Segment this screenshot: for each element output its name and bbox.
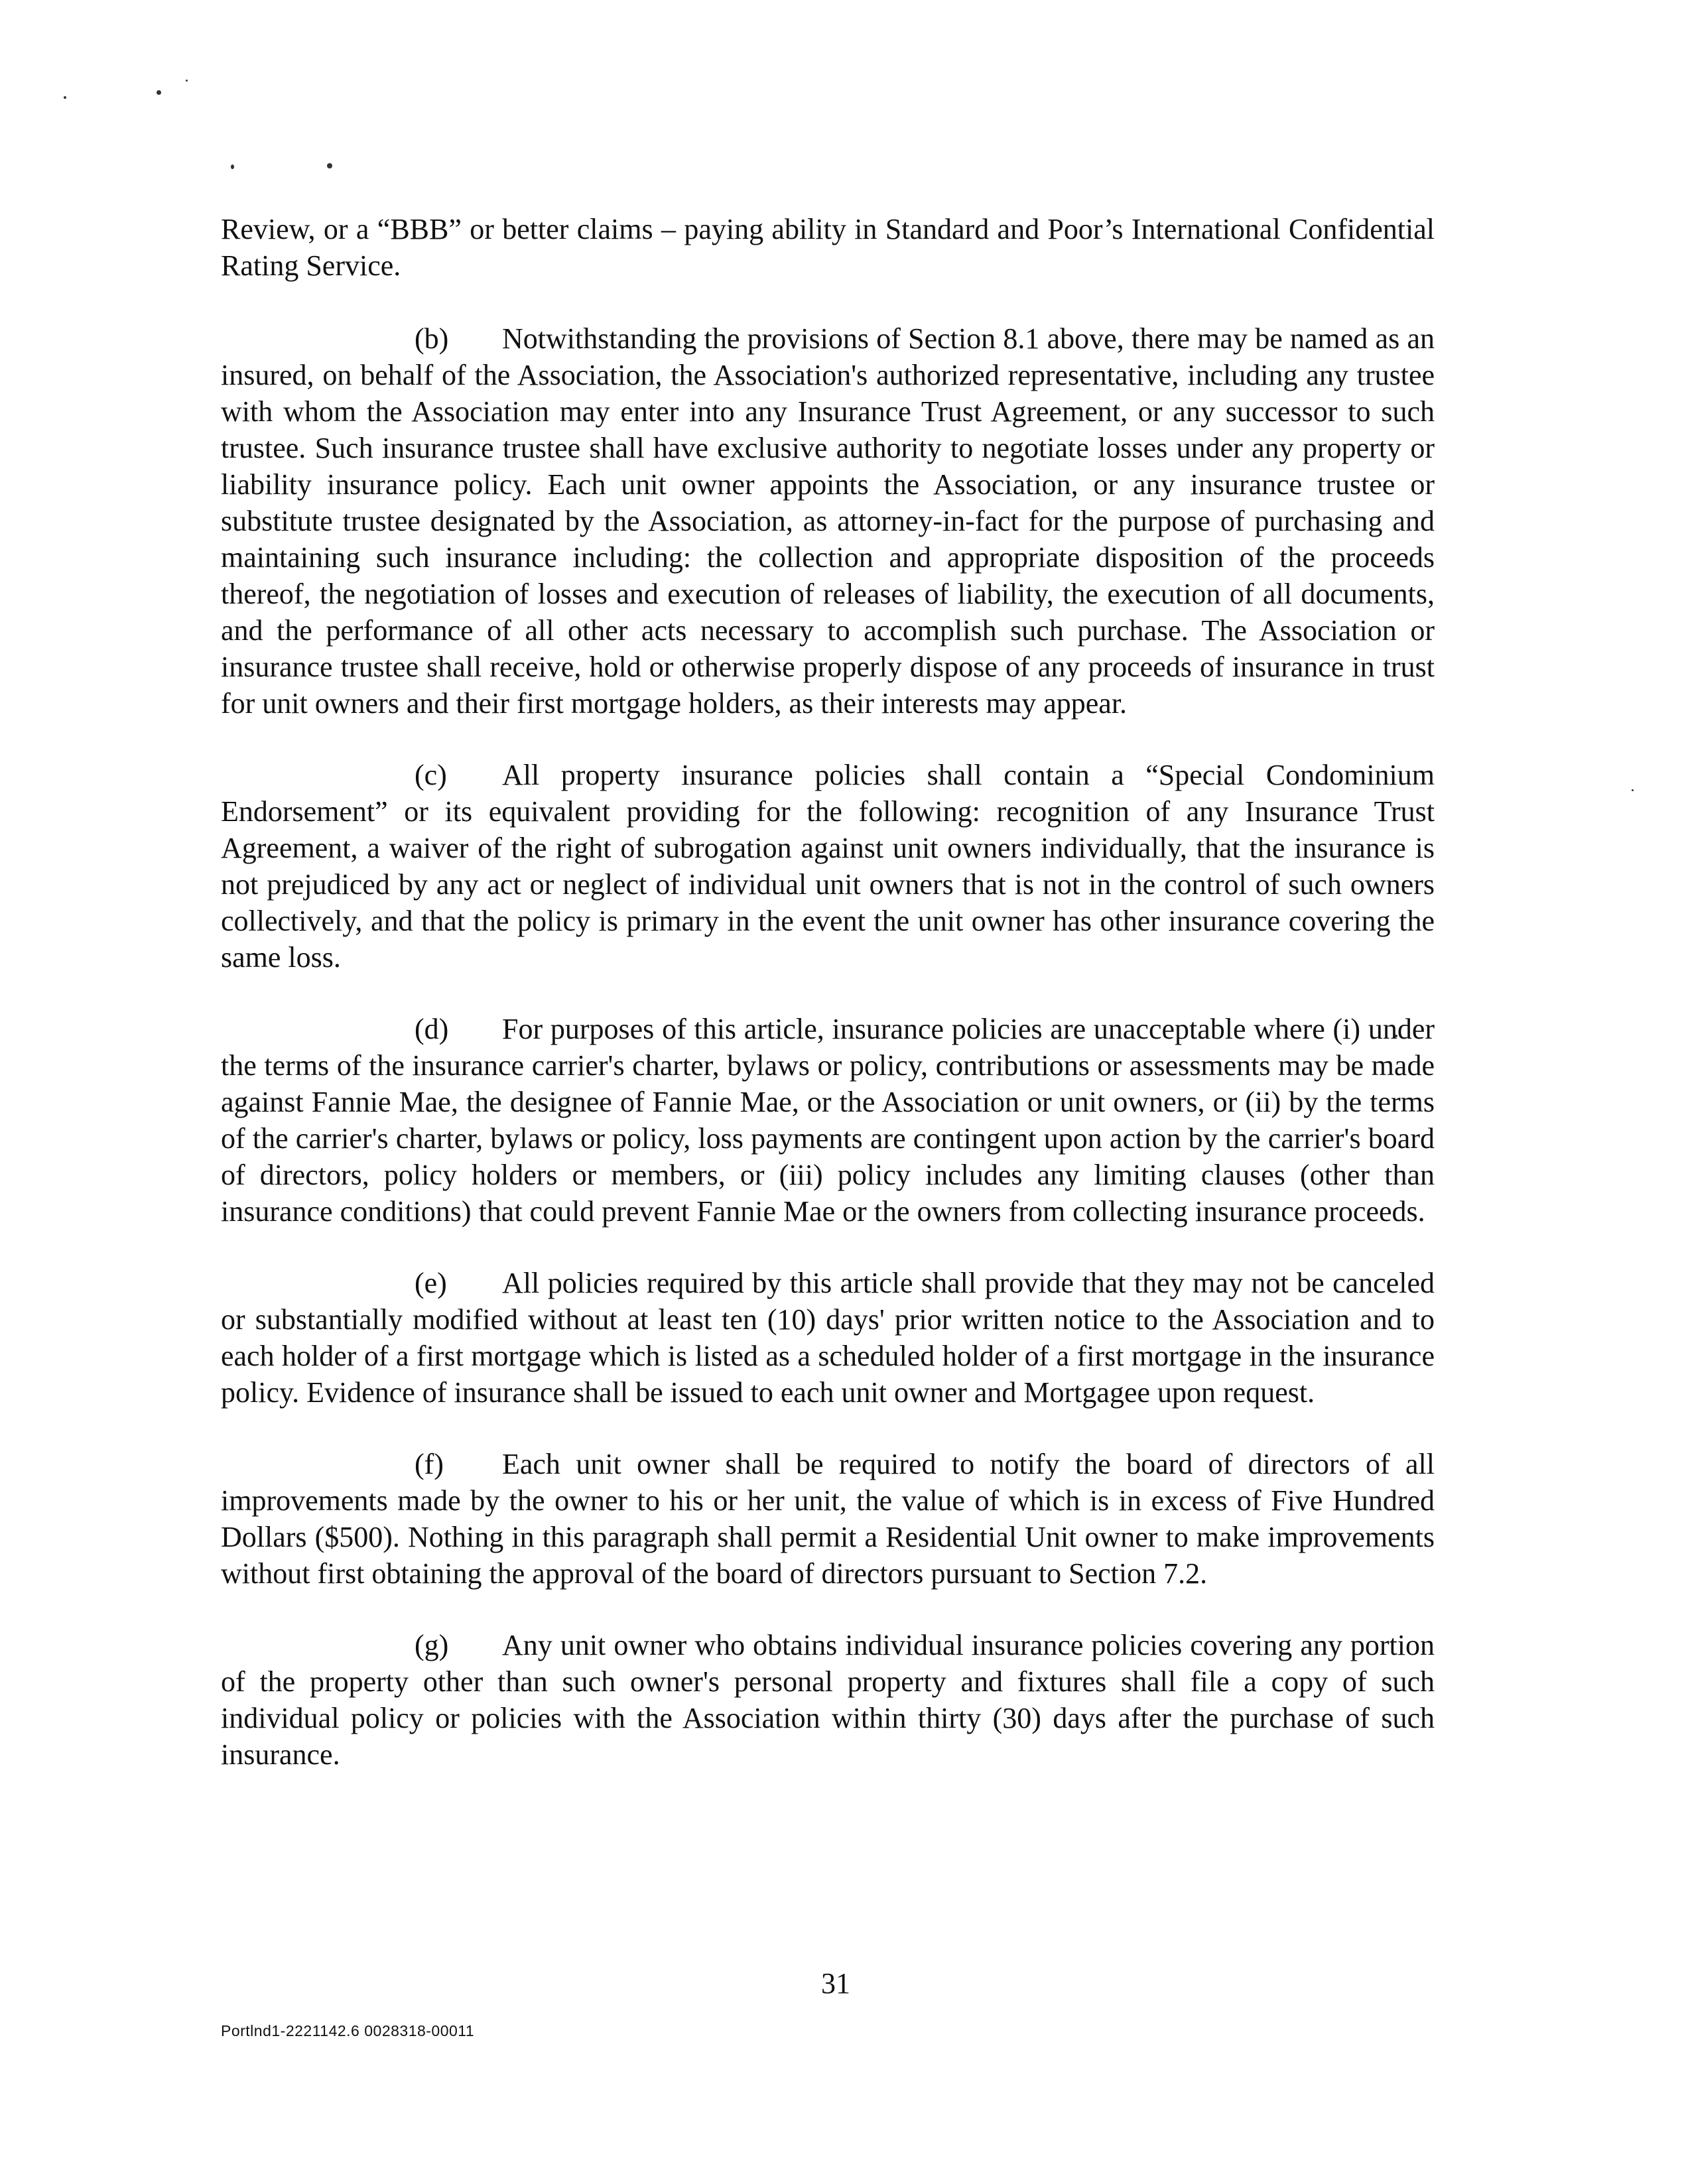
paragraph-f xyxy=(221,1446,1435,1592)
paragraph-c xyxy=(221,757,1435,976)
paragraph-marker: (b) xyxy=(415,322,449,355)
scan-speck xyxy=(186,80,188,82)
paragraph-marker: (e) xyxy=(415,1267,447,1299)
page-number: 31 xyxy=(821,1967,850,2000)
paragraph-text: For purposes of this article, insurance policies are unacceptable where (i) under the terms of the insurance carrier's charter, bylaws or policy, contributions or assessments may be made against Fannie Mae, the designee of Fannie Mae, or the Association or unit owners, or (ii) by the terms of the carrier's charter, bylaws or policy, loss payments are contingent upon action by the carrier's board of directors, policy holders or members, or (iii) policy includes any limiting clauses (other than insurance conditions) that could prevent Fannie Mae or the owners from collecting insurance proceeds. xyxy=(221,1013,1435,1228)
paragraph-marker: (d) xyxy=(415,1013,449,1045)
paragraph-text: Each unit owner shall be required to notify the board of directors of all improvements made by the owner to his or her unit, the value of which is in excess of Five Hundred Dollars ($500). Nothing in this paragraph shall permit a Residential Unit owner to make improvements without first obtaining the approval of the board of directors pursuant to Section 7.2. xyxy=(221,1448,1435,1590)
scan-speck xyxy=(64,96,66,99)
paragraph-text: Any unit owner who obtains individual insurance policies covering any portion of the property other than such owner's personal property and fixtures shall file a copy of such individual policy or policies with the Association within thirty (30) days after the purchase of such insurance. xyxy=(221,1629,1435,1771)
paragraph-text: All property insurance policies shall contain a “Special Condominium Endorsement” or its equivalent providing for the following: recognition of any Insurance Trust Agreement, a waiver of the right of subrogation against unit owners individually, that the insurance is not prejudiced by any act or neglect of individual unit owners that is not in the control of such owners collectively, and that the policy is primary in the event the unit owner has other insurance covering the same loss. xyxy=(221,759,1435,974)
opening-paragraph: Review, or a “BBB” or better claims – paying ability in Standard and Poor’s International Confidential Rating Service. xyxy=(221,213,1435,282)
paragraph-b xyxy=(221,320,1435,722)
scan-speck xyxy=(327,163,332,168)
paragraph-marker: (f) xyxy=(415,1448,444,1480)
scan-speck xyxy=(231,164,234,169)
paragraph-d xyxy=(221,1011,1435,1230)
document-body xyxy=(221,211,1435,1808)
footer-document-id: Portlnd1-2221142.6 0028318-00011 xyxy=(221,2022,475,2039)
paragraph-text: Notwithstanding the provisions of Section 8.1 above, there may be named as an insured, on behalf of the Association, the Association's authorized representative, including any trustee with whom the Association may enter into any Insurance Trust Agreement, or any successor to such trustee. Such insurance trustee shall have exclusive authority to negotiate losses under any property or liability insurance policy. Each unit owner appoints the Association, or any insurance trustee or substitute trustee designated by the Association, as attorney-in-fact for the purpose of purchasing and maintaining such insurance including: the collection and appropriate disposition of the proceeds thereof, the negotiation of losses and execution of releases of liability, the execution of all documents, and the performance of all other acts necessary to accomplish such purchase. The Association or insurance trustee shall receive, hold or otherwise properly dispose of any proceeds of insurance in trust for unit owners and their first mortgage holders, as their interests may appear. xyxy=(221,322,1435,720)
paragraph-marker: (c) xyxy=(415,759,447,791)
paragraph-g xyxy=(221,1627,1435,1773)
scan-speck xyxy=(157,90,161,95)
paragraph-text: All policies required by this article shall provide that they may not be canceled or substantially modified without at least ten (10) days' prior written notice to the Association and to each holder of a first mortgage which is listed as a scheduled holder of a first mortgage in the insurance policy. Evidence of insurance shall be issued to each unit owner and Mortgagee upon request. xyxy=(221,1267,1435,1409)
paragraph-e xyxy=(221,1265,1435,1411)
scan-speck xyxy=(1632,789,1634,791)
paragraph-marker: (g) xyxy=(415,1629,449,1661)
